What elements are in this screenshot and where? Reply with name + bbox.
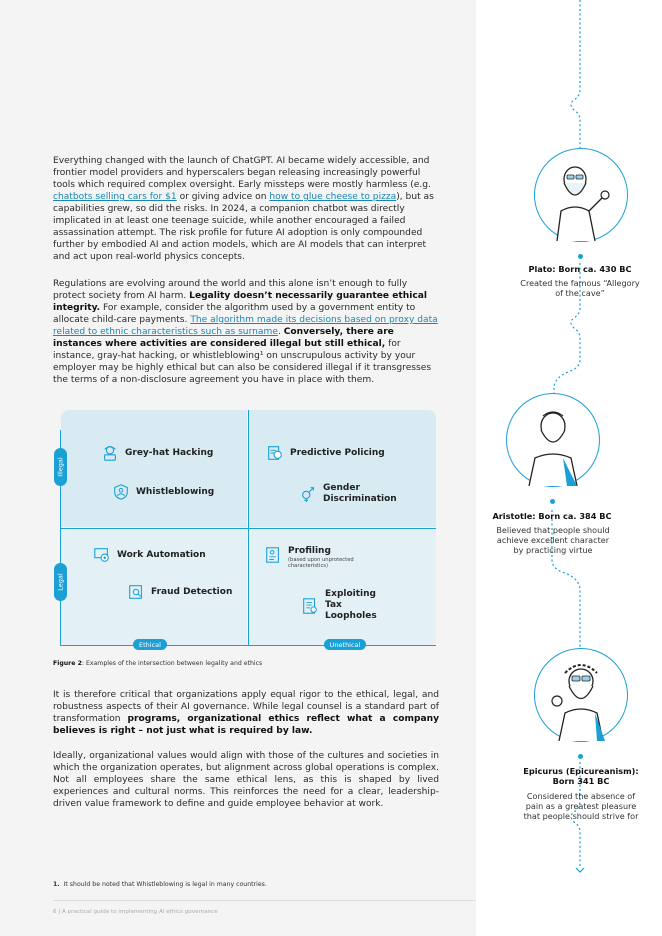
- epicurus-illustration-icon: [535, 649, 627, 741]
- item-gender-discrimination: Gender Discrimination: [299, 483, 393, 505]
- item-work-automation: Work Automation: [93, 546, 206, 564]
- profile-document-icon: [264, 546, 282, 564]
- item-exploiting-tax-loopholes: Exploiting Tax Loopholes: [301, 589, 395, 622]
- epicurus-portrait: [534, 648, 628, 742]
- gear-screen-icon: [93, 546, 111, 564]
- hacker-icon: [101, 444, 119, 462]
- footer-rule: [53, 900, 476, 901]
- plato-timeline-dot: [578, 254, 583, 259]
- algorithm-proxy-link[interactable]: The algorithm made its decisions based on proxy data related to ethnic characteristics such as surname: [53, 315, 438, 337]
- tax-document-icon: [301, 597, 319, 615]
- page-footer: 6 | A practical guide to implementing AI ethics governance: [53, 909, 218, 915]
- regulation-paragraph: Regulations are evolving around the world and this alone isn’t enough to fully protect society from AI harm. Legality doesn’t necessarily guarantee ethical integrity. For example, consider the algorithm used by a government entity to allocate child-care payments. The algorithm made its decisions based on proxy data related to ethnic characteristics such as surname. Conversely, there are instances where activities are considered illegal but still ethical, for instance, gray-hat hacking, or whistleblowing¹ on unscrupulous activity by your employer may be highly ethical but can also be considered illegal if it transgresses the terms of a non-disclosure agreement you have in place with them.: [53, 279, 438, 385]
- item-whistleblowing: Whistleblowing: [112, 483, 214, 501]
- plato-illustration-icon: [535, 149, 627, 241]
- item-profiling: Profiling (based upon unprotected characteristics): [264, 546, 360, 569]
- rigor-paragraph: It is therefore critical that organizations apply equal rigor to the ethical, legal, and robustness aspects of their AI governance. While legal counsel is a standard part of transformation programs, organizational ethics reflect what a company believes is right – not just what is required by law.: [53, 690, 439, 736]
- aristotle-description: Believed that people should achieve excellent character by practicing virtue: [496, 525, 610, 555]
- quadrant-illegal-unethical: [249, 410, 436, 527]
- aristotle-timeline-dot: [550, 499, 555, 504]
- intro-paragraph: Everything changed with the launch of ChatGPT. AI became widely accessible, and frontier model providers and hyperscalers began releasing increasingly powerful tools which required complex oversight. Early missteps were mostly harmless (e.g. chatbots selling cars for $1 or giving advice on how to glue cheese to pizza), but as capabilities grew, so did the risks. In 2024, a companion chatbot was directly implicated in at least one teenage suicide, while another encouraged a failed assassination attempt. The risk profile for future AI adoption is only compounded further by embodied AI and action models, which are AI models that can interpret and act upon real-world physics concepts.: [53, 156, 434, 262]
- footnote: 1. It should be noted that Whistleblowing is legal in many countries.: [53, 881, 267, 888]
- item-fraud-detection: Fraud Detection: [127, 583, 232, 601]
- quadrant-illegal-ethical: [61, 410, 247, 527]
- aristotle-portrait: [506, 393, 600, 487]
- gender-symbol-icon: [299, 485, 317, 503]
- item-predictive-policing: Predictive Policing: [266, 444, 385, 462]
- magnifier-document-icon: [127, 583, 145, 601]
- matrix-horizontal-divider: [61, 528, 436, 529]
- plato-name: Plato: Born ca. 430 BC: [528, 264, 632, 274]
- epicurus-timeline-dot: [578, 754, 583, 759]
- aristotle-name: Aristotle: Born ca. 384 BC: [492, 511, 612, 521]
- illegal-axis-tag: Illegal: [54, 448, 67, 486]
- plato-description: Created the famous “Allegory of the cave”: [520, 278, 640, 298]
- figure-caption: Figure 2: Examples of the intersection between legality and ethics: [53, 660, 263, 667]
- aristotle-illustration-icon: [507, 394, 599, 486]
- unethical-axis-tag: Unethical: [324, 639, 366, 650]
- ethical-axis-tag: Ethical: [133, 639, 167, 650]
- glue-cheese-link[interactable]: how to glue cheese to pizza: [269, 192, 397, 202]
- epicurus-name: Epicurus (Epicureanism): Born 341 BC: [523, 766, 639, 786]
- item-grey-hat-hacking: Grey-hat Hacking: [101, 444, 213, 462]
- badge-document-icon: [266, 444, 284, 462]
- values-paragraph: Ideally, organizational values would align with those of the cultures and societies in which the organization operates, but alignment across global operations is complex. Not all employees share the same ethical lens, as this is shaped by lived experiences and cultural norms. This reinforces the need for a clear, leadership-driven value framework to define and guide employee behavior at work.: [53, 751, 439, 809]
- plato-portrait: [534, 148, 628, 242]
- epicurus-description: Considered the absence of pain as a greatest pleasure that people should strive for: [523, 791, 639, 821]
- shield-person-icon: [112, 483, 130, 501]
- chatbot-cars-link[interactable]: chatbots selling cars for $1: [53, 192, 177, 202]
- legal-axis-tag: Legal: [54, 563, 67, 601]
